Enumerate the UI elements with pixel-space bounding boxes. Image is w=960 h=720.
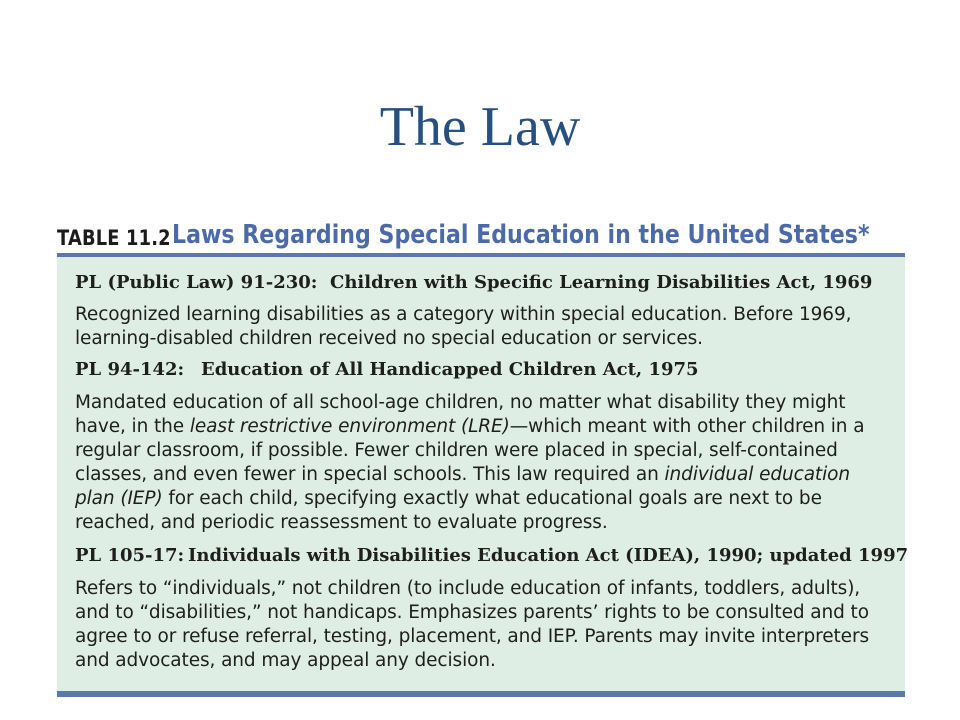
law-number: PL 94-142: [75, 359, 185, 380]
law-description [75, 303, 851, 351]
law-name: Individuals with Disabilities Education Act (IDEA), 1990; updated 1997 [188, 545, 909, 566]
table-bottom-rule [57, 691, 905, 697]
table-number: TABLE 11.2 [57, 226, 171, 250]
law-text-line: Refers to “individuals,” not children (to include education of infants, toddlers, adults), [75, 578, 861, 599]
law-text-line: agree to or refuse referral, testing, placement, and IEP. Parents may invite interpreters [75, 626, 869, 647]
law-description [75, 391, 864, 535]
law-description [75, 577, 869, 673]
law-text-line: plan (IEP) for each child, specifying exactly what educational goals are next to be [75, 488, 822, 509]
law-heading [75, 358, 699, 382]
law-name: Education of All Handicapped Children Act, 1975 [201, 359, 699, 380]
law-text-line: and advocates, and may appeal any decision. [75, 650, 496, 671]
law-text-line: reached, and periodic reassessment to evaluate progress. [75, 512, 608, 533]
law-number: PL (Public Law) 91-230: [75, 272, 318, 293]
table-body [57, 257, 909, 691]
law-text-line: Recognized learning disabilities as a category within special education. Before 1969, [75, 304, 852, 325]
table-header [57, 216, 907, 256]
table-title: Laws Regarding Special Education in the United States* [172, 220, 870, 250]
law-text-line: have, in the least restrictive environment (LRE)—which meant with other children in a [75, 416, 865, 437]
law-text-line: regular classroom, if possible. Fewer children were placed in special, self-contained [75, 440, 838, 461]
law-number: PL 105-17: [75, 545, 185, 566]
law-heading [75, 271, 872, 295]
law-text-line: learning-disabled children received no special education or services. [75, 328, 703, 349]
law-text-line: Mandated education of all school-age children, no matter what disability they might [75, 392, 846, 413]
law-heading [75, 544, 908, 568]
law-name: Children with Specific Learning Disabilities Act, 1969 [330, 272, 873, 293]
slide-title: The Law [379, 96, 581, 158]
law-text-line: and to “disabilities,” not handicaps. Emphasizes parents’ rights to be consulted and to [75, 602, 869, 623]
law-text-line: classes, and even fewer in special schools. This law required an individual education [75, 464, 850, 485]
